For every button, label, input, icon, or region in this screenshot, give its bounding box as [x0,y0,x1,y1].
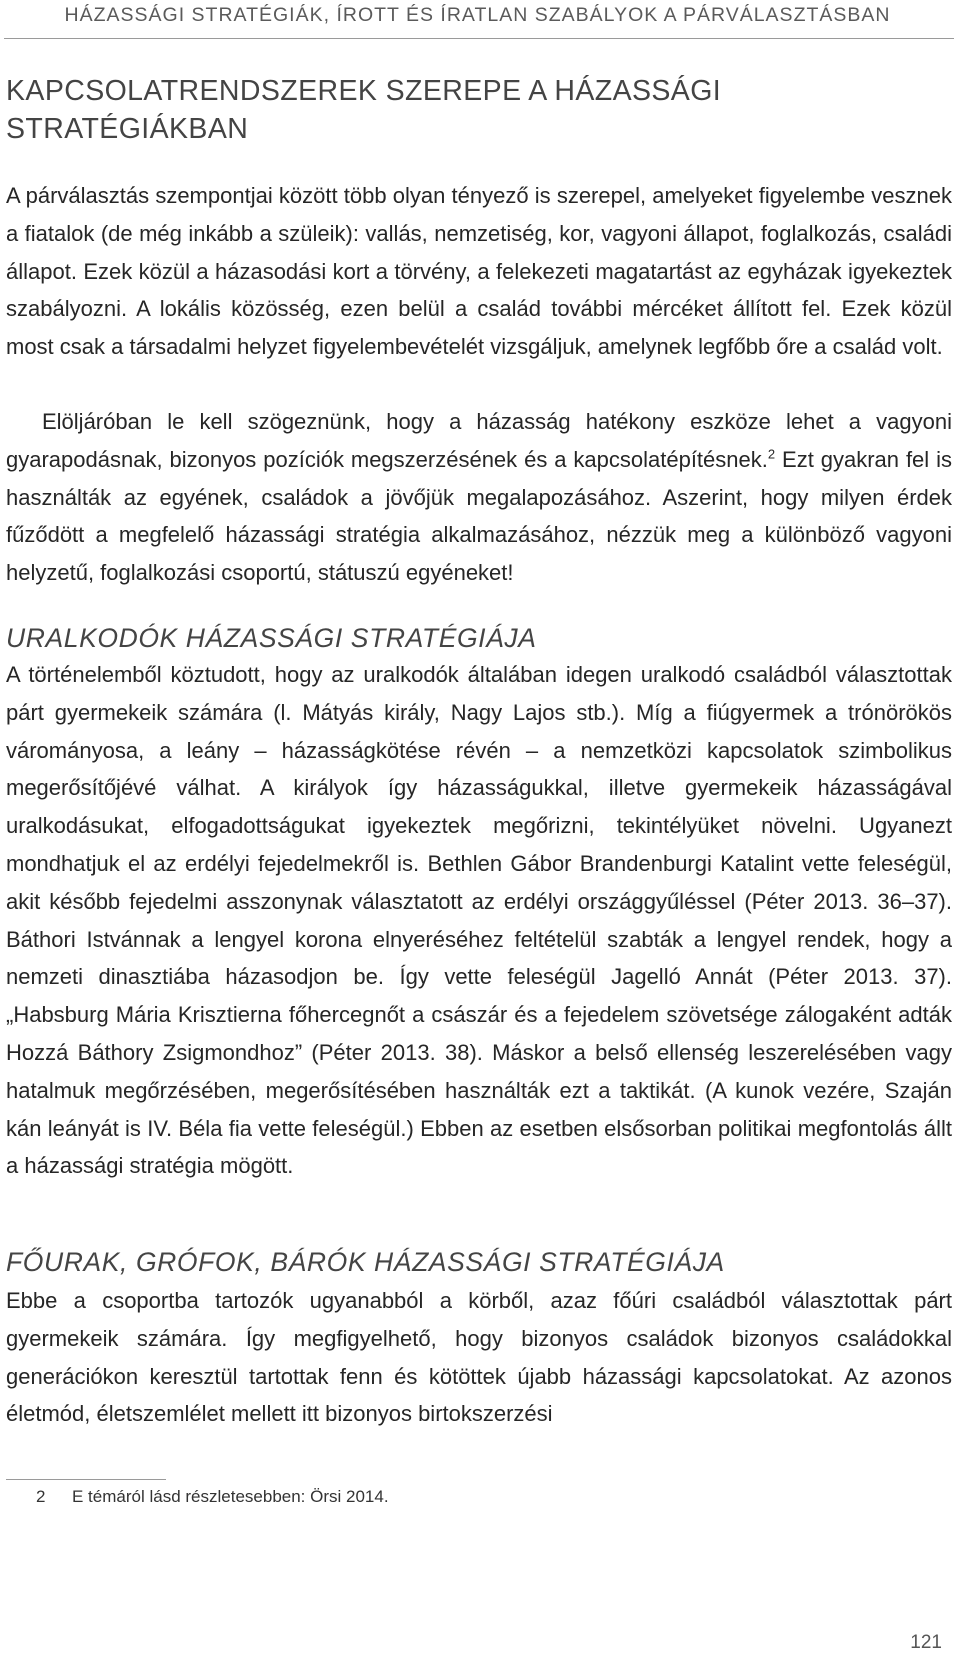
intro-paragraph-2 [6,403,952,592]
chapter-title: KAPCSOLATRENDSZEREK SZEREPE A HÁZASSÁGI STRATÉGIÁKBAN [6,75,722,145]
footnote-rule [6,1479,166,1480]
footnote [36,1487,836,1507]
footnote-text: E témáról lásd részletesebben: Örsi 2014. [72,1487,389,1506]
intro-paragraph-2-text-a: Elöljáróban le kell szögeznünk, hogy a házasság hatékony eszköze lehet a vagyoni gyarapodásnak, bizonyos pozíciók megszerzésének és a kapcsolatépítésnek. [6,409,952,472]
section-nobility-paragraph: Ebbe a csoportba tartozók ugyanabból a körből, azaz főúri családból választottak párt gyermekeik számára. Így megfigyelhető, hogy bizonyos családok bizonyos családokkal generációkon keresztül tartottak fenn és kötöttek újabb házassági kapcsolatokat. Az azonos életmód, életszemlélet mellett itt bizonyos birtokszerzési [6,1288,952,1427]
section-heading-nobility: FŐURAK, GRÓFOK, BÁRÓK HÁZASSÁGI STRATÉGIÁJA [6,1247,725,1277]
page-number: 121 [910,1632,942,1653]
intro-paragraph-2-text-b: Ezt gyakran fel is használták az egyének, családok a jövőjük megalapozásához. Aszerint, hogy milyen érdek fűződött a megfelelő házassági stratégia alkalmazásához, nézzük meg a különböző vagyoni helyzetű, foglalkozási csoportú, státuszú egyéneket! [6,446,952,586]
section-heading-rulers: URALKODÓK HÁZASSÁGI STRATÉGIÁJA [6,623,537,653]
section-rulers-paragraph: A történelemből köztudott, hogy az uralkodók általában idegen uralkodó családból választottak párt gyermekeik számára (l. Mátyás király, Nagy Lajos stb.). Míg a fiúgyermek a trónörökös várományosa, a leány – házasságkötése révén – a nemzetközi kapcsolatok szimbolikus megerősítőjévé válhat. A királyok így házasságukkal, illetve gyermekeik házasságával uralkodásukat, elfogadottságukat igyekeztek megőrizni, tekintélyüket növelni. Ugyanezt mondhatjuk el az erdélyi fejedelmekről is. Bethlen Gábor Brandenburgi Katalint vette feleségül, akit később fejedelmi asszonynak választatott az erdélyi országgyűléssel (Péter 2013. 36–37). Báthori Istvánnak a lengyel korona elnyeréséhez feltételül szabták a lengyel rendek, hogy a nemzeti dinasztiába házasodjon be. Így vette feleségül Jagelló Annát (Péter 2013. 37). „Habsburg Mária Krisztierna főhercegnőt a császár és a fejedelem szövetsége zálogaként adták Hozzá Báthory Zsigmondhoz” (Péter 2013. 38). Máskor a belső ellenség leszerelésében vagy hatalmuk megőrzésében, megerősítésében használták ezt a taktikát. (A kunok vezére, Szaján kán leányát is IV. Béla fia vette feleségül.) Ebben az esetben elsősorban politikai megfontolás állt a házassági stratégia mögött. [6,662,952,1179]
running-head: HÁZASSÁGI STRATÉGIÁK, ÍROTT ÉS ÍRATLAN SZABÁLYOK A PÁRVÁLASZTÁSBAN [64,4,891,26]
header-rule [4,38,954,39]
footnote-reference[interactable]: 2 [767,446,776,462]
footnote-number: 2 [36,1487,46,1506]
intro-paragraph-1: A párválasztás szempontjai között több olyan tényező is szerepel, amelyeket figyelembe vesznek a fiatalok (de még inkább a szüleik): vallás, nemzetiség, kor, vagyoni állapot, foglalkozás, családi állapot. Ezek közül a házasodási kort a törvény, a felekezeti magatartást az egyházak igyekeztek szabályozni. A lokális közösség, ezen belül a család további mércéket állított fel. Ezek közül most csak a társadalmi helyzet figyelembevételét vizsgáljuk, amelynek legfőbb őre a család volt. [6,183,952,360]
